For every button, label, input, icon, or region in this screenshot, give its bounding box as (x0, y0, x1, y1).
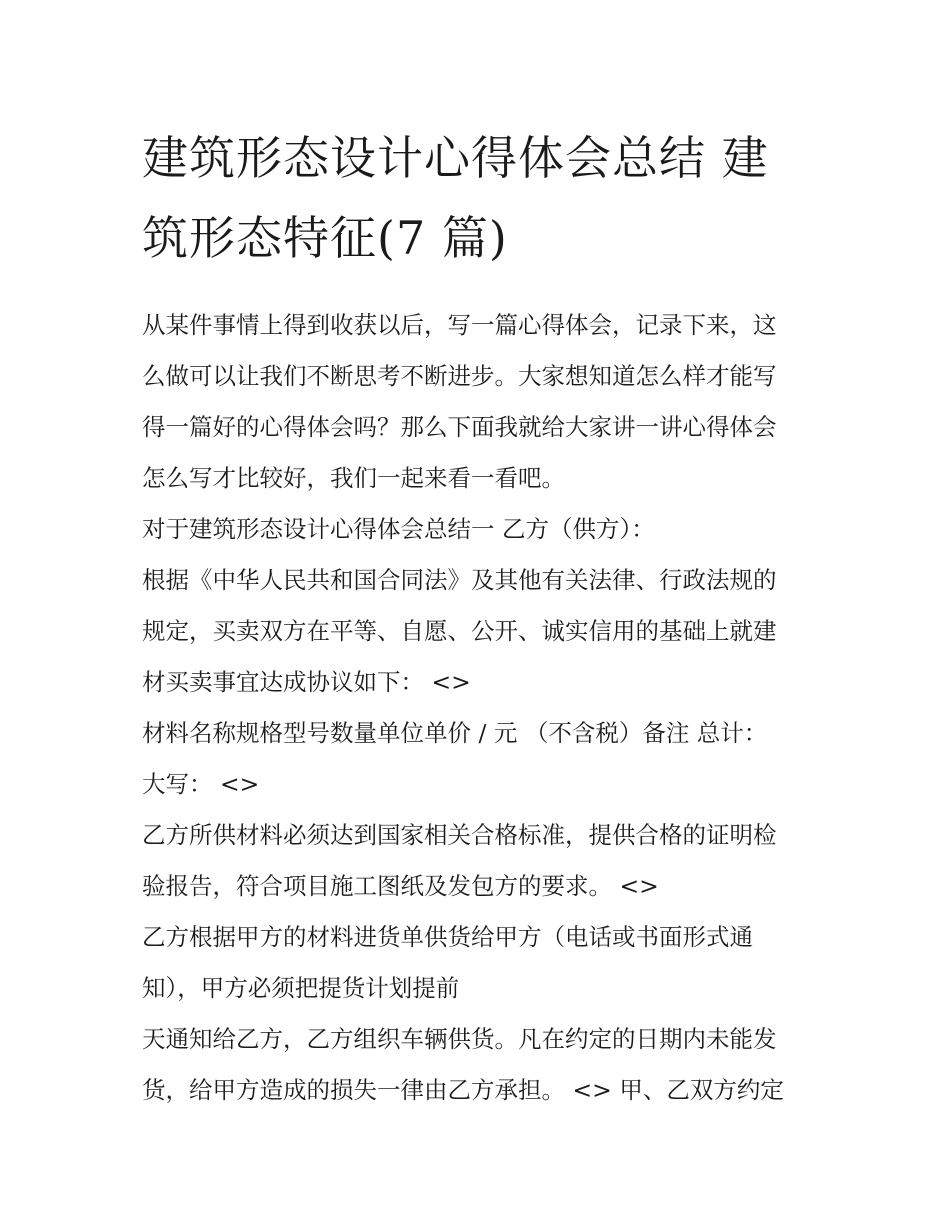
text-line: 怎么写才比较好，我们一起来看一看吧。 (142, 464, 565, 492)
text-line: 大写： <> (142, 770, 260, 798)
document-title (142, 118, 814, 278)
text-line: 知），甲方必须把提货计划提前 (142, 974, 460, 1002)
text-line: 从某件事情上得到收获以后，写一篇心得体会，记录下来，这 (142, 311, 777, 339)
text-line: 么做可以让我们不断思考不断进步。大家想知道怎么样才能写 (142, 362, 777, 390)
text-line: 材料名称规格型号数量单位单价 / 元 （不含税）备注 总计： (142, 719, 768, 747)
text-line: 对于建筑形态设计心得体会总结一 乙方（供方）： (142, 515, 655, 543)
text-line: 乙方根据甲方的材料进货单供货给甲方（电话或书面形式通 (142, 923, 753, 951)
text-line: 乙方所供材料必须达到国家相关合格标准，提供合格的证明检 (142, 821, 777, 849)
text-line: 根据《中华人民共和国合同法》及其他有关法律、行政法规的 (142, 566, 777, 594)
text-line: 验报告，符合项目施工图纸及发包方的要求。 <> (142, 872, 659, 900)
text-line: 材买卖事宜达成协议如下： <> (142, 668, 471, 696)
document-page (142, 118, 814, 1116)
text-line: 天通知给乙方，乙方组织车辆供货。凡在约定的日期内未能发 (142, 1025, 777, 1053)
text-line: 得一篇好的心得体会吗？那么下面我就给大家讲一讲心得体会 (142, 413, 777, 441)
title-line-2: 筑形态特征(7 篇) (142, 211, 508, 265)
document-body (142, 300, 814, 1116)
text-line: 规定，买卖双方在平等、自愿、公开、诚实信用的基础上就建 (142, 617, 777, 645)
text-line: 货，给甲方造成的损失一律由乙方承担。 <> 甲、乙双方约定 (142, 1076, 784, 1104)
title-line-1: 建筑形态设计心得体会总结 建 (142, 131, 769, 185)
